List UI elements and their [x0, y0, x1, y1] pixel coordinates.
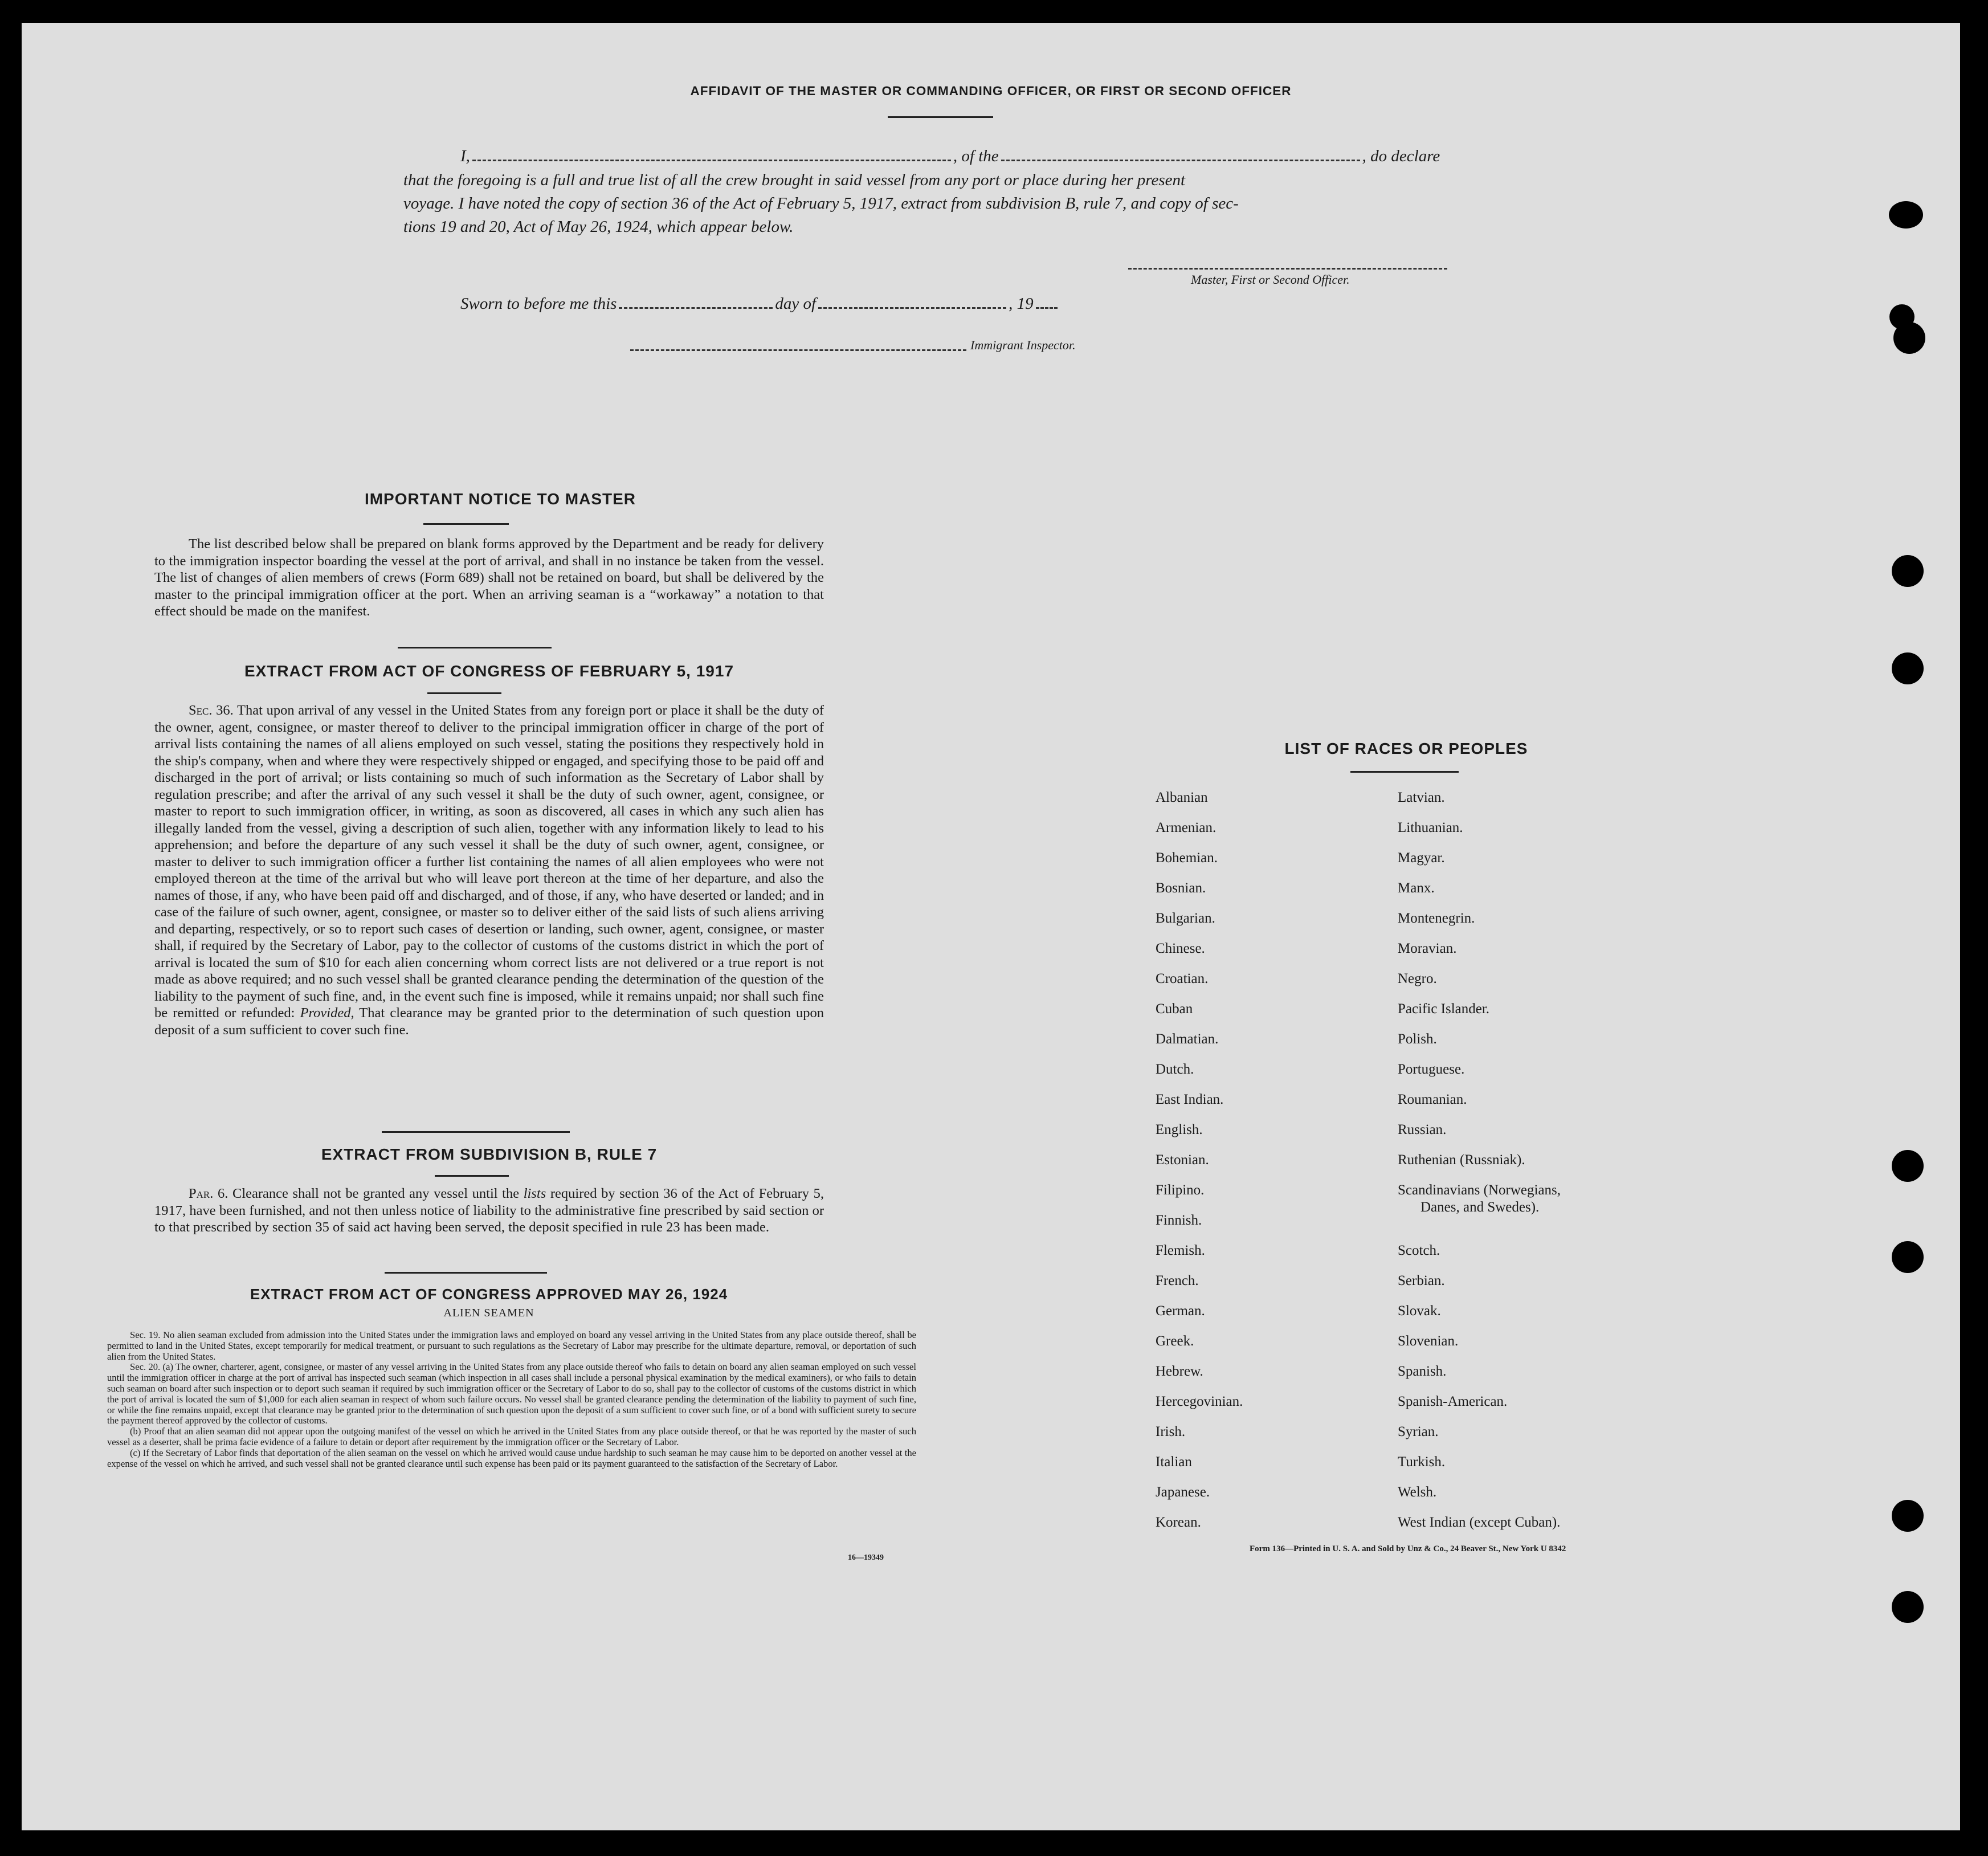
declarant-name-field[interactable]	[472, 160, 951, 161]
extract-1917-underline	[427, 692, 501, 694]
race-flemish: Flemish.	[1156, 1243, 1205, 1258]
inspector-label: Immigrant Inspector.	[970, 338, 1076, 352]
race-serbian: Serbian.	[1398, 1273, 1445, 1288]
declaration-line-1: that the foregoing is a full and true list of all the crew brought in said vessel from any port or place during her present	[403, 171, 1186, 189]
i-label: I,	[460, 147, 470, 165]
extract-1917-title: EXTRACT FROM ACT OF CONGRESS OF FEBRUARY 5, 1917	[244, 662, 734, 680]
race-east-indian: East Indian.	[1156, 1092, 1224, 1107]
day-of-label: day of	[775, 295, 817, 313]
punch-hole	[1892, 1591, 1924, 1623]
vessel-name-field[interactable]	[1001, 160, 1360, 161]
race-pacific-islander: Pacific Islander.	[1398, 1001, 1490, 1017]
punch-hole	[1892, 652, 1924, 684]
race-albanian: Albanian	[1156, 790, 1208, 805]
form-footer: Form 136—Printed in U. S. A. and Sold by Unz & Co., 24 Beaver St., New York U 8342	[1250, 1544, 1566, 1553]
race-armenian: Armenian.	[1156, 820, 1217, 835]
rule7-title: EXTRACT FROM SUBDIVISION B, RULE 7	[321, 1145, 658, 1163]
race-spanish: Spanish.	[1398, 1364, 1447, 1379]
par-6-paragraph	[154, 1185, 824, 1236]
declaration-line-2: voyage. I have noted the copy of section 36 of the Act of February 5, 1917, extract from subdivision B, rule 7, and copy of sec-	[403, 194, 1239, 213]
extract-1924-body	[107, 1330, 916, 1469]
master-signature-label: Master, First or Second Officer.	[1191, 272, 1350, 287]
race-welsh: Welsh.	[1398, 1484, 1437, 1500]
race-korean: Korean.	[1156, 1515, 1201, 1530]
master-signature-field[interactable]	[1128, 268, 1447, 270]
section-36-text-end: That clearance may be granted prior to the determination of such question upon deposit of a sum sufficient to cover such fine.	[154, 1005, 824, 1038]
punch-hole	[1892, 1150, 1924, 1182]
lists-word: lists	[523, 1186, 546, 1201]
notice-paragraph: The list described below shall be prepared on blank forms approved by the Department and be ready for delivery to the immigration inspector boarding the vessel at the port of arrival, and shall in no instance be taken from the vessel. The list of changes of alien members of crews (Form 689) shall not be retained on board, but shall be delivered by the master to the principal immigration officer at the port. When an arriving seaman is a “workaway” a notation to that effect should be made on the manifest.	[154, 536, 824, 619]
par-6-label: Par. 6.	[189, 1186, 228, 1201]
race-montenegrin: Montenegrin.	[1398, 911, 1475, 926]
notice-body	[154, 536, 824, 620]
race-cuban: Cuban	[1156, 1001, 1193, 1017]
race-bosnian: Bosnian.	[1156, 880, 1206, 896]
race-english: English.	[1156, 1122, 1203, 1137]
punch-hole	[1893, 322, 1925, 354]
punch-hole	[1892, 1500, 1924, 1532]
race-german: German.	[1156, 1303, 1205, 1319]
extract-1924-title: EXTRACT FROM ACT OF CONGRESS APPROVED MAY 26, 1924	[250, 1286, 728, 1303]
race-russian: Russian.	[1398, 1122, 1447, 1137]
race-estonian: Estonian.	[1156, 1152, 1209, 1168]
race-french: French.	[1156, 1273, 1199, 1288]
race-slovak: Slovak.	[1398, 1303, 1441, 1319]
race-italian: Italian	[1156, 1454, 1192, 1470]
race-hercegovinian: Hercegovinian.	[1156, 1394, 1243, 1409]
section-20c-text: (c) If the Secretary of Labor finds that deportation of the alien seaman on the vessel on which he arrived would cause undue hardship to such seaman he may cause him to be deported on another vessel at the expense of the vessel on which he arrived, and such vessel shall not be granted clearance until such expense has been paid or its payment guaranteed to the satisfaction of the Secretary of Labor.	[107, 1447, 916, 1469]
race-finnish: Finnish.	[1156, 1213, 1202, 1228]
race-latvian: Latvian.	[1398, 790, 1445, 805]
race-ruthenian: Ruthenian (Russniak).	[1398, 1152, 1525, 1168]
race-irish: Irish.	[1156, 1424, 1186, 1439]
section-36-paragraph	[154, 702, 824, 1038]
race-manx: Manx.	[1398, 880, 1435, 896]
section-20b-text: (b) Proof that an alien seaman did not appear upon the outgoing manifest of the vessel on which he arrived in the United States from any place outside thereof, or that he was reported by the master of such vessel as a deserter, shall be prima facie evidence of a failure to detain or deport after requirement by the immigration officer or the Secretary of Labor.	[107, 1426, 916, 1447]
race-scandinavians: Scandinavians (Norwegians,	[1398, 1182, 1561, 1198]
sworn-month-field[interactable]	[818, 307, 1006, 309]
race-polish: Polish.	[1398, 1031, 1437, 1047]
rule7-underline	[435, 1175, 509, 1177]
race-dalmatian: Dalmatian.	[1156, 1031, 1219, 1047]
race-bulgarian: Bulgarian.	[1156, 911, 1215, 926]
section-36-text: That upon arrival of any vessel in the United States from any foreign port or place it shall be the duty of the owner, agent, consignee, or master thereof to deliver to the principal immigration officer in charge of the port of arrival lists containing the names of all aliens employed on such vessel, stating the positions they respectively hold in the ship's company, when and where they were respectively shipped or engaged, and specifying those to be paid off and discharged in the port of arrival; or lists containing so much of such information as the Secretary of Labor shall by regulation prescribe; and after the arrival of any such vessel it shall be the duty of such owner, agent, consignee, or master to report to such immigration officer, in writing, as soon as discovered, all cases in which any such alien has illegally landed from the vessel, giving a description of such alien, together with any information likely to lead to his apprehension; and before the departure of any such vessel it shall be the duty of such owner, agent, consignee, or master to deliver to such immigration officer a further list containing the names of all alien employees who were not employed thereon at the time of the arrival but who will leave port thereon at the time of her departure, and also the names of those, if any, who have been paid off and discharged, and of those, if any, who have deserted or landed; and in case of the failure of such owner, agent, consignee, or master so to deliver either of the said lists of such aliens arriving and departing, respectively, or so to report such cases of desertion or landing, such owner, agent, consignee, or master shall, if required by the Secretary of Labor, pay to the collector of customs of the customs district in which the port of arrival is located the sum of $10 for each alien concerning whom correct lists are not delivered or a true report is not made as above required; and no such vessel shall be granted clearance pending the determination of the question of the liability to the payment of such fine, and, in the event such fine is imposed, while it remains unpaid; nor shall such fine be remitted or refunded:	[154, 703, 824, 1021]
notice-title-underline	[423, 523, 509, 525]
provided-word: Provided,	[300, 1005, 354, 1021]
of-the-label: , of the	[953, 147, 999, 165]
race-chinese: Chinese.	[1156, 941, 1205, 956]
inspector-signature-field[interactable]	[630, 349, 966, 351]
section-36-label: Sec. 36.	[189, 703, 234, 718]
do-declare-label: , do declare	[1362, 147, 1440, 165]
race-dutch: Dutch.	[1156, 1062, 1194, 1077]
race-greek: Greek.	[1156, 1333, 1194, 1349]
section-19-text: Sec. 19. No alien seaman excluded from admission into the United States under the immigration laws and employed on board any vessel arriving in the United States from any place outside thereof, shall be permitted to land in the United States, except temporarily for medical treatment, or pursuant to such regulations as the Secretary of Labor may prescribe for the ultimate departure, removal, or deportation of such alien from the United States.	[107, 1329, 916, 1362]
declaration-line-3: tions 19 and 20, Act of May 26, 1924, which appear below.	[403, 218, 794, 236]
race-croatian: Croatian.	[1156, 971, 1209, 986]
race-portuguese: Portuguese.	[1398, 1062, 1465, 1077]
punch-hole	[1892, 555, 1924, 587]
race-magyar: Magyar.	[1398, 850, 1445, 866]
race-roumanian: Roumanian.	[1398, 1092, 1467, 1107]
race-hebrew: Hebrew.	[1156, 1364, 1203, 1379]
sworn-day-field[interactable]	[619, 307, 773, 309]
races-title-underline	[1350, 771, 1459, 773]
race-scotch: Scotch.	[1398, 1243, 1440, 1258]
year-label: , 19	[1009, 295, 1034, 313]
races-title: LIST OF RACES OR PEOPLES	[1284, 740, 1528, 757]
section-divider-1	[398, 647, 552, 648]
race-west-indian: West Indian (except Cuban).	[1398, 1515, 1561, 1530]
sworn-label: Sworn to before me this	[460, 295, 617, 313]
race-moravian: Moravian.	[1398, 941, 1457, 956]
punch-hole	[1892, 1241, 1924, 1273]
par-6-text-end: required by section 36 of the Act of February 5, 1917, have been furnished, and not then unless notice of liability to the administrative fine prescribed by said section or to that prescribed by section 35 of said act having been served, the deposit specified in rule 23 has been made.	[154, 1186, 824, 1235]
race-syrian: Syrian.	[1398, 1424, 1439, 1439]
title-underline	[888, 116, 993, 118]
rule7-body	[154, 1185, 824, 1236]
notice-title: IMPORTANT NOTICE TO MASTER	[364, 490, 636, 508]
document-page	[22, 23, 1960, 1830]
race-spanish-american: Spanish-American.	[1398, 1394, 1508, 1409]
race-turkish: Turkish.	[1398, 1454, 1446, 1470]
race-japanese: Japanese.	[1156, 1484, 1210, 1500]
print-number: 16—19349	[848, 1553, 884, 1562]
race-slovenian: Slovenian.	[1398, 1333, 1459, 1349]
section-divider-3	[385, 1272, 547, 1274]
alien-seamen-subtitle: ALIEN SEAMEN	[443, 1307, 534, 1319]
section-divider-2	[382, 1131, 570, 1133]
par-6-text: Clearance shall not be granted any vessel until the	[232, 1186, 520, 1201]
race-filipino: Filipino.	[1156, 1182, 1205, 1198]
affidavit-title: AFFIDAVIT OF THE MASTER OR COMMANDING OFFICER, OR FIRST OR SECOND OFFICER	[690, 84, 1292, 98]
section-20a-text: Sec. 20. (a) The owner, charterer, agent, consignee, or master of any vessel arriving in the United States from any place outside thereof who fails to detain on board any alien seaman employed on such vessel until the immigration officer in charge at the port of arrival has inspected such seaman (which inspection in all cases shall include a personal physical examination by the medical examiners), or who fails to detain such seaman on board after such inspection or to deport such seaman if required by such immigration officer or the Secretary of Labor to do so, shall pay to the collector of customs of the customs district in which the port of arrival is located the sum of $1,000 for each alien seaman in respect of whom such failure occurs. No vessel shall be granted clearance pending the determination of the liability to payment of such fine, or while the fine remains unpaid, except that clearance may be granted prior to the determination of such question upon the deposit of a sum sufficient to cover such fine, or of a bond with sufficient surety to secure the payment thereof approved by the collector of customs.	[107, 1361, 916, 1426]
sworn-line	[460, 292, 1060, 316]
race-lithuanian: Lithuanian.	[1398, 820, 1463, 835]
race-scandinavians-cont: Danes, and Swedes).	[1420, 1200, 1540, 1215]
declarant-line	[460, 145, 1628, 168]
extract-1917-body	[154, 702, 824, 1038]
punch-hole	[1889, 201, 1923, 229]
race-negro: Negro.	[1398, 971, 1437, 986]
race-bohemian: Bohemian.	[1156, 850, 1218, 866]
sworn-year-field[interactable]	[1036, 307, 1058, 309]
